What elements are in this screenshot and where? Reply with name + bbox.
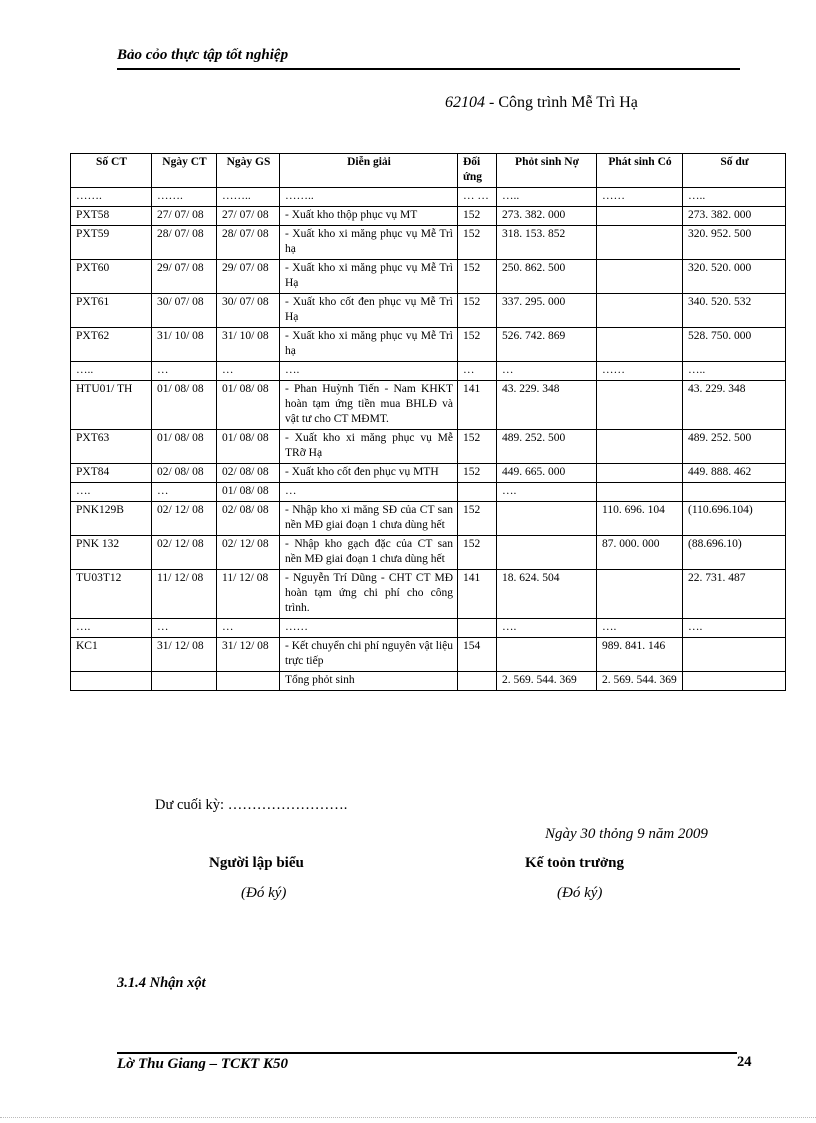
table-row <box>71 381 786 430</box>
cell-doi-ung: 152 <box>458 502 497 536</box>
cell-ngay-gs: 27/ 07/ 08 <box>217 207 280 226</box>
cell-phat-sinh-no: 318. 153. 852 <box>497 226 597 260</box>
cell-phat-sinh-co: …… <box>597 188 683 207</box>
table-row <box>71 638 786 672</box>
cell-phat-sinh-no <box>497 638 597 672</box>
col-header-doi-ung: Đối ứng <box>458 154 497 188</box>
cell-doi-ung: 154 <box>458 638 497 672</box>
cell-ngay-gs: 02/ 08/ 08 <box>217 464 280 483</box>
cell-so-ct: PNK129B <box>71 502 152 536</box>
cell-dien-giai: - Xuất kho thộp phục vụ MT <box>280 207 458 226</box>
cell-ngay-ct: 11/ 12/ 08 <box>152 570 217 619</box>
cell-phat-sinh-co <box>597 430 683 464</box>
signature-date: Ngày 30 thỏng 9 năm 2009 <box>545 826 708 842</box>
cell-doi-ung: 152 <box>458 536 497 570</box>
table-row <box>71 328 786 362</box>
cell-dien-giai: … <box>280 483 458 502</box>
cell-phat-sinh-co: 989. 841. 146 <box>597 638 683 672</box>
cell-so-ct: TU03T12 <box>71 570 152 619</box>
cell-doi-ung: 141 <box>458 381 497 430</box>
cell-ngay-gs: 01/ 08/ 08 <box>217 483 280 502</box>
section-name: - Công trình Mễ Trì Hạ <box>485 94 638 111</box>
cell-dien-giai: - Xuất kho xi măng phục vụ Mễ TRỡ Hạ <box>280 430 458 464</box>
table-row <box>71 294 786 328</box>
table-row <box>71 362 786 381</box>
cell-dien-giai: - Phan Huỳnh Tiến - Nam KHKT hoàn tạm ứng tiền mua BHLĐ và vật tư cho CT MĐMT. <box>280 381 458 430</box>
cell-doi-ung: 152 <box>458 226 497 260</box>
page-number: 24 <box>737 1054 752 1070</box>
cell-so-ct <box>71 672 152 691</box>
cell-doi-ung: 152 <box>458 430 497 464</box>
cell-so-du <box>683 483 786 502</box>
cell-phat-sinh-no: ….. <box>497 188 597 207</box>
cell-so-ct: …. <box>71 483 152 502</box>
cell-ngay-ct: … <box>152 362 217 381</box>
cell-so-ct: PXT84 <box>71 464 152 483</box>
cell-doi-ung: … <box>458 362 497 381</box>
cell-phat-sinh-no: 526. 742. 869 <box>497 328 597 362</box>
cell-phat-sinh-co <box>597 570 683 619</box>
page-bottom-border <box>0 1117 816 1118</box>
cell-so-ct: KC1 <box>71 638 152 672</box>
cell-doi-ung: 152 <box>458 207 497 226</box>
cell-dien-giai: - Xuất kho cốt đen phục vụ Mễ Trì Hạ <box>280 294 458 328</box>
cell-dien-giai: - Xuất kho xi măng phục vụ Mễ Trì hạ <box>280 226 458 260</box>
cell-doi-ung: … … <box>458 188 497 207</box>
cell-ngay-ct: 28/ 07/ 08 <box>152 226 217 260</box>
cell-so-ct: HTU01/ TH <box>71 381 152 430</box>
cell-so-ct: PXT59 <box>71 226 152 260</box>
cell-ngay-ct: 02/ 08/ 08 <box>152 464 217 483</box>
table-header-row <box>71 154 786 188</box>
cell-dien-giai: Tổng phỏt sinh <box>280 672 458 691</box>
cell-so-du: 22. 731. 487 <box>683 570 786 619</box>
cell-ngay-ct: ……. <box>152 188 217 207</box>
preparer-signed-note: (Đó ký) <box>241 885 287 901</box>
cell-ngay-ct: 31/ 10/ 08 <box>152 328 217 362</box>
cell-phat-sinh-no <box>497 536 597 570</box>
cell-phat-sinh-co <box>597 226 683 260</box>
cell-so-ct: …. <box>71 619 152 638</box>
cell-ngay-gs <box>217 672 280 691</box>
table-row <box>71 226 786 260</box>
cell-so-ct: PNK 132 <box>71 536 152 570</box>
cell-phat-sinh-no: 43. 229. 348 <box>497 381 597 430</box>
cell-ngay-gs: …….. <box>217 188 280 207</box>
cell-so-du: …. <box>683 619 786 638</box>
cell-ngay-gs: 11/ 12/ 08 <box>217 570 280 619</box>
cell-ngay-ct: 02/ 12/ 08 <box>152 502 217 536</box>
cell-phat-sinh-no: 489. 252. 500 <box>497 430 597 464</box>
cell-phat-sinh-co <box>597 483 683 502</box>
ledger-body <box>71 188 786 691</box>
cell-ngay-ct: 02/ 12/ 08 <box>152 536 217 570</box>
cell-ngay-ct: 30/ 07/ 08 <box>152 294 217 328</box>
page-header-title: Bảo cỏo thực tập tốt nghiệp <box>117 47 289 63</box>
cell-doi-ung: 152 <box>458 260 497 294</box>
table-row <box>71 672 786 691</box>
cell-so-ct: PXT58 <box>71 207 152 226</box>
col-header-so-ct: Số CT <box>71 154 152 188</box>
cell-so-du: 320. 520. 000 <box>683 260 786 294</box>
col-header-ngay-gs: Ngày GS <box>217 154 280 188</box>
cell-so-du: 273. 382. 000 <box>683 207 786 226</box>
preparer-title: Người lập biểu <box>209 855 304 871</box>
cell-dien-giai: …… <box>280 619 458 638</box>
cell-dien-giai: - Xuất kho xi măng phục vụ Mễ Trì Hạ <box>280 260 458 294</box>
cell-so-ct: PXT62 <box>71 328 152 362</box>
cell-ngay-ct: 27/ 07/ 08 <box>152 207 217 226</box>
ledger-table <box>70 153 786 691</box>
col-header-dien-giai: Diễn giải <box>280 154 458 188</box>
cell-phat-sinh-co: 2. 569. 544. 369 <box>597 672 683 691</box>
cell-doi-ung: 152 <box>458 328 497 362</box>
cell-phat-sinh-co: 87. 000. 000 <box>597 536 683 570</box>
cell-ngay-ct: … <box>152 483 217 502</box>
cell-so-du: 489. 252. 500 <box>683 430 786 464</box>
cell-ngay-gs: … <box>217 619 280 638</box>
cell-ngay-gs: 02/ 12/ 08 <box>217 536 280 570</box>
cell-dien-giai: - Kết chuyển chi phí nguyên vật liệu trực tiếp <box>280 638 458 672</box>
cell-doi-ung <box>458 619 497 638</box>
cell-doi-ung: 152 <box>458 294 497 328</box>
cell-ngay-ct: … <box>152 619 217 638</box>
col-header-phat-sinh-co: Phát sinh Có <box>597 154 683 188</box>
cell-so-du: 340. 520. 532 <box>683 294 786 328</box>
cell-ngay-ct: 31/ 12/ 08 <box>152 638 217 672</box>
table-row <box>71 207 786 226</box>
cell-phat-sinh-co <box>597 328 683 362</box>
cell-so-du: 528. 750. 000 <box>683 328 786 362</box>
closing-balance: Dư cuối kỳ: ……………………. <box>155 797 348 813</box>
cell-phat-sinh-no: …. <box>497 483 597 502</box>
cell-ngay-ct: 29/ 07/ 08 <box>152 260 217 294</box>
cell-so-du <box>683 638 786 672</box>
cell-so-du <box>683 672 786 691</box>
table-row <box>71 536 786 570</box>
cell-ngay-gs: 30/ 07/ 08 <box>217 294 280 328</box>
cell-ngay-gs: 02/ 08/ 08 <box>217 502 280 536</box>
table-row <box>71 570 786 619</box>
col-header-so-du: Số dư <box>683 154 786 188</box>
chief-accountant-signed-note: (Đó ký) <box>557 885 603 901</box>
table-row <box>71 188 786 207</box>
cell-so-du: 449. 888. 462 <box>683 464 786 483</box>
cell-dien-giai: …. <box>280 362 458 381</box>
cell-ngay-gs: 31/ 10/ 08 <box>217 328 280 362</box>
cell-ngay-gs: 29/ 07/ 08 <box>217 260 280 294</box>
cell-phat-sinh-no: 250. 862. 500 <box>497 260 597 294</box>
cell-phat-sinh-co: …… <box>597 362 683 381</box>
cell-ngay-gs: 31/ 12/ 08 <box>217 638 280 672</box>
cell-ngay-ct: 01/ 08/ 08 <box>152 381 217 430</box>
table-row <box>71 464 786 483</box>
cell-phat-sinh-co <box>597 207 683 226</box>
col-header-ngay-ct: Ngày CT <box>152 154 217 188</box>
cell-ngay-gs: … <box>217 362 280 381</box>
cell-phat-sinh-no: 449. 665. 000 <box>497 464 597 483</box>
cell-so-du: ….. <box>683 362 786 381</box>
footer-author: Lờ Thu Giang – TCKT K50 <box>117 1056 288 1072</box>
cell-phat-sinh-co <box>597 464 683 483</box>
cell-doi-ung <box>458 672 497 691</box>
cell-doi-ung: 141 <box>458 570 497 619</box>
cell-phat-sinh-no: …. <box>497 619 597 638</box>
footer-rule <box>117 1052 737 1054</box>
col-header-phat-sinh-no: Phỏt sinh Nợ <box>497 154 597 188</box>
cell-so-ct: PXT61 <box>71 294 152 328</box>
cell-ngay-gs: 01/ 08/ 08 <box>217 430 280 464</box>
table-row <box>71 260 786 294</box>
header-rule <box>117 68 740 70</box>
table-row <box>71 483 786 502</box>
cell-phat-sinh-co: …. <box>597 619 683 638</box>
cell-dien-giai: …….. <box>280 188 458 207</box>
cell-ngay-gs: 28/ 07/ 08 <box>217 226 280 260</box>
section-code: 62104 <box>445 94 485 111</box>
cell-phat-sinh-no: 273. 382. 000 <box>497 207 597 226</box>
table-row <box>71 430 786 464</box>
cell-doi-ung: 152 <box>458 464 497 483</box>
cell-so-du: 320. 952. 500 <box>683 226 786 260</box>
cell-dien-giai: - Nhập kho gạch đặc của CT san nền MĐ giai đoạn 1 chưa dùng hết <box>280 536 458 570</box>
cell-dien-giai: - Nhập kho xi măng SĐ của CT san nền MĐ giai đoạn 1 chưa dùng hết <box>280 502 458 536</box>
cell-phat-sinh-co <box>597 294 683 328</box>
cell-doi-ung <box>458 483 497 502</box>
cell-phat-sinh-no <box>497 502 597 536</box>
cell-phat-sinh-no: 337. 295. 000 <box>497 294 597 328</box>
subsection-heading: 3.1.4 Nhận xột <box>117 975 206 991</box>
cell-phat-sinh-co <box>597 260 683 294</box>
cell-ngay-gs: 01/ 08/ 08 <box>217 381 280 430</box>
cell-ngay-ct: 01/ 08/ 08 <box>152 430 217 464</box>
cell-so-du: (88.696.10) <box>683 536 786 570</box>
cell-dien-giai: - Nguyễn Trí Dũng - CHT CT MĐ hoàn tạm ứng chi phí cho công trình. <box>280 570 458 619</box>
cell-so-du: (110.696.104) <box>683 502 786 536</box>
chief-accountant-title: Kế toỏn trưởng <box>525 855 624 871</box>
cell-so-du: ….. <box>683 188 786 207</box>
cell-so-du: 43. 229. 348 <box>683 381 786 430</box>
cell-so-ct: ….. <box>71 362 152 381</box>
cell-phat-sinh-no: 2. 569. 544. 369 <box>497 672 597 691</box>
section-title <box>445 94 638 112</box>
cell-so-ct: ……. <box>71 188 152 207</box>
cell-dien-giai: - Xuất kho cốt đen phục vụ MTH <box>280 464 458 483</box>
cell-phat-sinh-co: 110. 696. 104 <box>597 502 683 536</box>
cell-phat-sinh-co <box>597 381 683 430</box>
cell-ngay-ct <box>152 672 217 691</box>
cell-so-ct: PXT63 <box>71 430 152 464</box>
table-row <box>71 502 786 536</box>
cell-dien-giai: - Xuất kho xi măng phục vụ Mễ Trì hạ <box>280 328 458 362</box>
table-row <box>71 619 786 638</box>
cell-so-ct: PXT60 <box>71 260 152 294</box>
cell-phat-sinh-no: 18. 624. 504 <box>497 570 597 619</box>
cell-phat-sinh-no: … <box>497 362 597 381</box>
